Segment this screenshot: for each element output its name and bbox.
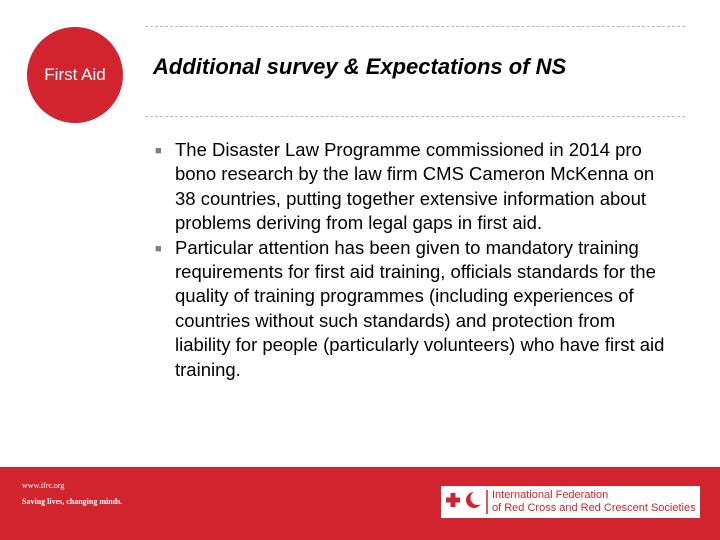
first-aid-badge [27, 27, 123, 123]
footer-bar [0, 467, 720, 540]
bullet-item [155, 236, 685, 382]
bullet-item [155, 138, 685, 236]
square-bullet-icon: ■ [155, 145, 162, 157]
ifrc-logo [441, 486, 700, 518]
title-divider [145, 116, 685, 117]
badge-label: First Aid [44, 65, 106, 84]
bullet-text: Particular attention has been given to mandatory training requirements for first aid training, officials standards for the quality of training programmes (including experiences of countries without such standards) and protection from liability for people (particularly volunteers) who have first aid training. [175, 236, 665, 380]
footer-tagline: Saving lives, changing minds. [22, 497, 123, 506]
top-divider [145, 26, 685, 27]
square-bullet-icon: ■ [155, 242, 162, 255]
org-name-line1: International Federation [492, 489, 609, 501]
slide-title: Additional survey & Expectations of NS [153, 54, 567, 79]
bullet-text: The Disaster Law Programme commissioned in 2014 pro bono research by the law firm CMS Cameron McKenna on 38 countries, putting together extensive information about problems deriving from legal gaps in first aid. [175, 139, 655, 234]
bullet-list [155, 138, 685, 382]
org-name-line2: of Red Cross and Red Crescent Societies [492, 502, 696, 514]
footer-url[interactable]: www.ifrc.org [22, 481, 65, 490]
red-cross-crescent-icon [441, 486, 489, 518]
